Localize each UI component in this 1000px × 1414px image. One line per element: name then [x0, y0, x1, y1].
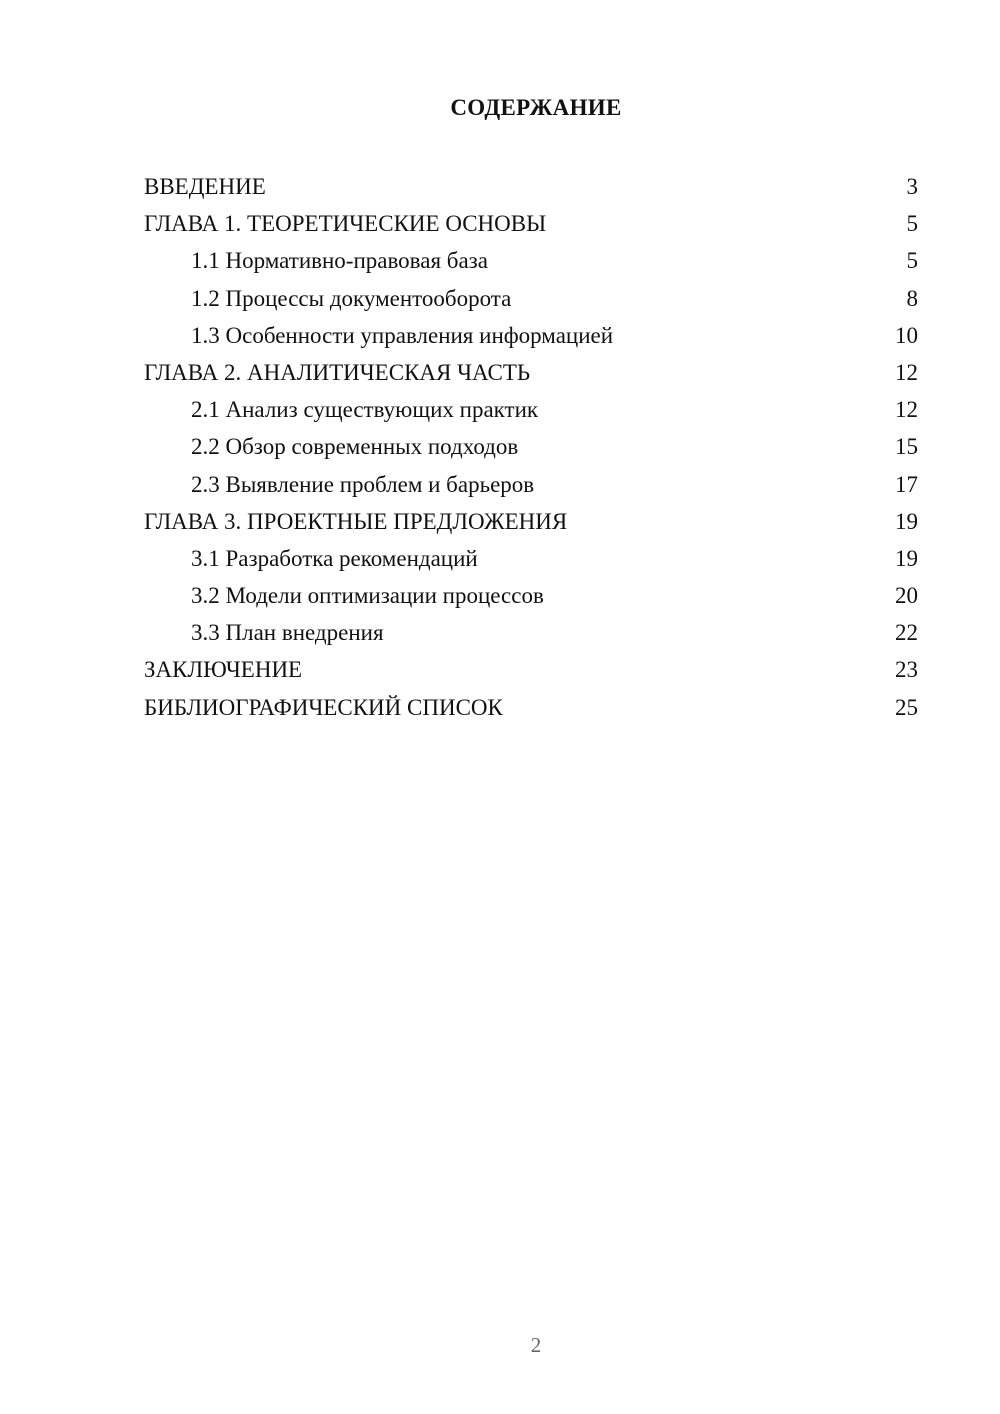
toc-entry-label: 3.1 Разработка рекомендаций: [191, 545, 478, 571]
toc-entry-page: 25: [895, 694, 918, 720]
toc-entry-page: 8: [906, 285, 918, 311]
toc-entry-label: 3.3 План внедрения: [191, 620, 384, 646]
toc-entry-page: 3: [906, 174, 918, 199]
toc-entry-chapter-1[interactable]: [144, 205, 918, 242]
toc-entry-label: 2.2 Обзор современных подходов: [191, 434, 519, 460]
table-of-contents: [144, 168, 918, 726]
toc-entry-section-1-1[interactable]: [144, 242, 918, 279]
toc-entry-label: 2.1 Анализ существующих практик: [191, 397, 539, 423]
toc-entry-section-3-1[interactable]: [144, 540, 918, 577]
toc-entry-page: 20: [895, 583, 918, 609]
toc-entry-label: ГЛАВА 2. АНАЛИТИЧЕСКАЯ ЧАСТЬ: [144, 359, 531, 385]
toc-entry-label: ГЛАВА 3. ПРОЕКТНЫЕ ПРЕДЛОЖЕНИЯ: [144, 508, 568, 534]
toc-entry-label: 2.3 Выявление проблем и барьеров: [191, 471, 535, 497]
toc-entry-section-3-3[interactable]: [144, 614, 918, 651]
toc-entry-conclusion[interactable]: [144, 651, 918, 688]
toc-entry-label: БИБЛИОГРАФИЧЕСКИЙ СПИСОК: [144, 694, 503, 720]
toc-entry-label: 3.2 Модели оптимизации процессов: [191, 583, 544, 609]
toc-entry-page: 15: [895, 434, 918, 460]
toc-entry-section-3-2[interactable]: [144, 577, 918, 614]
toc-entry-section-2-1[interactable]: [144, 391, 918, 428]
toc-entry-section-1-3[interactable]: [144, 317, 918, 354]
toc-entry-page: 12: [895, 397, 918, 423]
page-number: 2: [530, 1333, 542, 1357]
toc-entry-label: 1.2 Процессы документооборота: [191, 285, 512, 311]
toc-entry-bibliography[interactable]: [144, 689, 918, 726]
toc-entry-chapter-2[interactable]: [144, 354, 918, 391]
toc-entry-label: ЗАКЛЮЧЕНИЕ: [144, 657, 303, 683]
toc-entry-section-2-3[interactable]: [144, 466, 918, 503]
toc-entry-label: 1.1 Нормативно-правовая база: [191, 248, 488, 274]
toc-entry-page: 5: [906, 248, 918, 274]
toc-entry-page: 10: [895, 322, 918, 348]
toc-entry-page: 12: [895, 359, 918, 385]
toc-entry-label: 1.3 Особенности управления информацией: [191, 322, 614, 348]
toc-entry-chapter-3[interactable]: [144, 503, 918, 540]
toc-entry-page: 17: [895, 471, 918, 497]
toc-entry-page: 19: [895, 545, 918, 571]
toc-entry-page: 22: [895, 620, 918, 646]
toc-entry-introduction[interactable]: [144, 168, 918, 205]
toc-entry-section-2-2[interactable]: [144, 428, 918, 465]
toc-entry-label: ВВЕДЕНИЕ: [144, 174, 266, 199]
toc-entry-page: 19: [895, 508, 918, 534]
toc-entry-section-1-2[interactable]: [144, 280, 918, 317]
page-title: СОДЕРЖАНИЕ: [450, 95, 622, 120]
toc-entry-page: 5: [906, 211, 918, 237]
toc-entry-page: 23: [895, 657, 918, 683]
toc-entry-label: ГЛАВА 1. ТЕОРЕТИЧЕСКИЕ ОСНОВЫ: [144, 211, 547, 237]
